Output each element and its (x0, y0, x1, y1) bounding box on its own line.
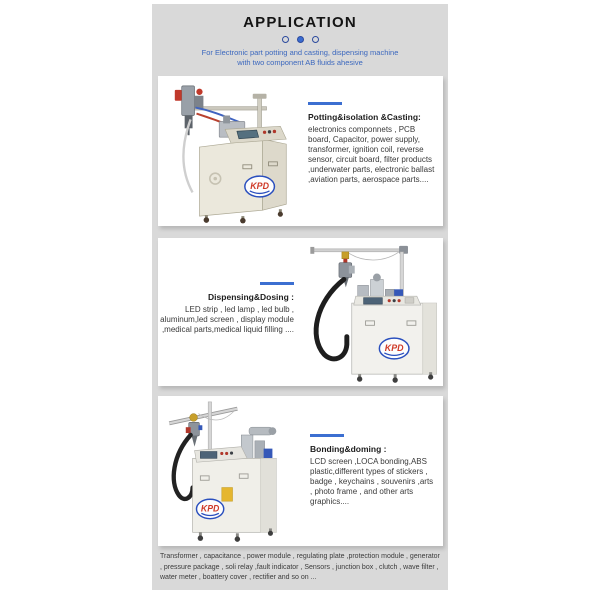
section-text-bonding (310, 434, 436, 507)
page-title: APPLICATION (243, 14, 357, 31)
section-card-bonding (158, 396, 443, 546)
pump-assembly (241, 427, 276, 458)
machine-cabinet (193, 447, 277, 533)
clear-hose (183, 119, 192, 192)
section-card-dispensing (158, 238, 443, 386)
black-hose (316, 279, 347, 358)
carousel-dot-2[interactable] (297, 36, 304, 43)
section-heading: Dispensing&Dosing : (208, 292, 294, 302)
section-text-dispensing (160, 282, 294, 335)
subtitle (152, 48, 448, 68)
subtitle-line-2: with two component AB fluids ahesive (237, 58, 363, 67)
dispense-valve (175, 86, 204, 135)
kpd-logo-text: KPD (200, 503, 220, 514)
kpd-logo (245, 176, 275, 197)
subtitle-line-1: For Electronic part potting and casting, dispensing machine (201, 48, 399, 57)
section-text-potting (308, 102, 436, 185)
black-hose (174, 435, 193, 499)
machine-cabinet (352, 296, 437, 374)
section-body: LED strip , led lamp , led bulb , aluminum,led screen , display module ,medical parts,medical liquid filling .... (160, 305, 294, 334)
section-card-potting (158, 76, 443, 226)
kpd-logo-text: KPD (384, 342, 404, 353)
section-heading: Bonding&doming : (310, 444, 387, 454)
kpd-logo-text: KPD (250, 180, 269, 191)
carousel-dot-1[interactable] (282, 36, 289, 43)
potting-machine-image (160, 78, 306, 224)
footer-note: Transformer , capacitance , power module , regulating plate ,protection module , generator , pressure package , soli relay ,fault indicator , Sensors , junction box , clutch , wave filter , water meter , boattery cover , rectifier and so on ... (160, 553, 440, 581)
carousel-dot-3[interactable] (312, 36, 319, 43)
kpd-logo (196, 499, 223, 518)
bonding-machine-image (162, 398, 303, 544)
section-body: electronics componnets , PCB board, Capacitor, power supply, transformer, ignition coil, reverse sensor, circuit board, filter products ,underwater parts, electronic ballast ,aviation parts, aerospace parts.... (308, 125, 435, 184)
section-body: LCD screen ,LOCA bonding,ABS plastic,different types of stickers , badge , keychains , souvenirs ,arts , photo frame , and other arts graphics.... (310, 457, 434, 506)
kpd-logo (379, 338, 409, 359)
machine-cabinet (199, 126, 286, 216)
accent-line (260, 282, 294, 285)
carousel-dots (152, 36, 448, 43)
accent-line (310, 434, 344, 437)
section-heading: Potting&isolation &Casting: (308, 112, 421, 122)
accent-line (308, 102, 342, 105)
dispensing-machine-image (300, 240, 441, 384)
